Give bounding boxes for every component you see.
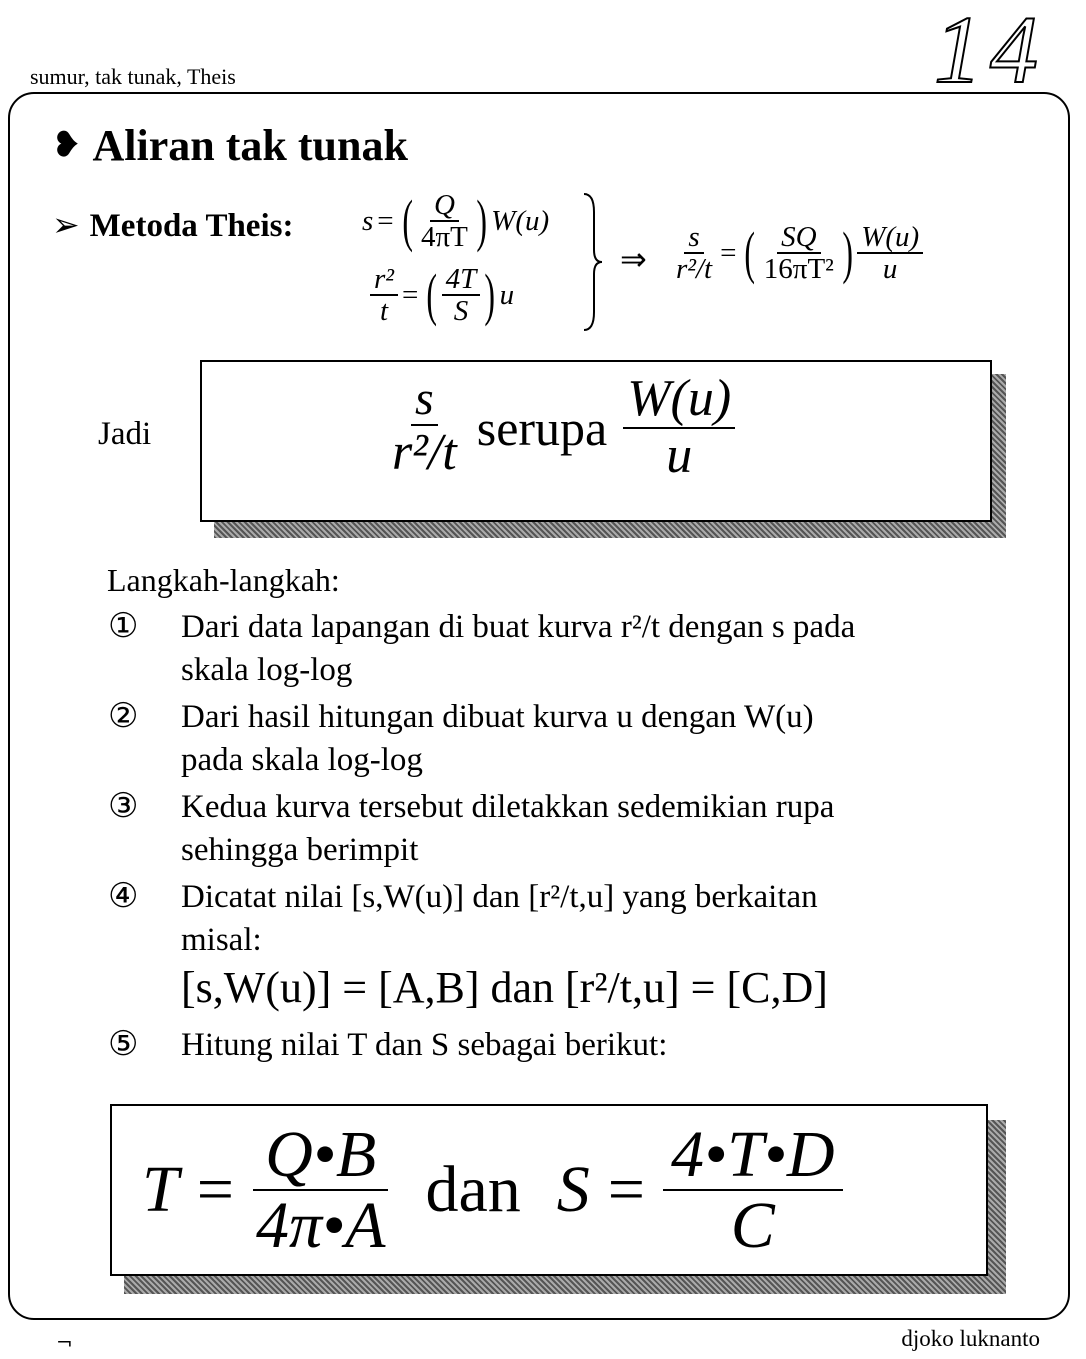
eq-symbol: s xyxy=(411,374,438,426)
step-line: sehingga berimpit xyxy=(181,832,419,868)
step-number: ④ xyxy=(108,876,139,916)
step-line: Hitung nilai T dan S sebagai berikut: xyxy=(181,1027,668,1063)
example-equation: [s,W(u)] = [A,B] dan [r²/t,u] = [C,D] xyxy=(181,963,828,1012)
step-text xyxy=(181,696,814,782)
author-footer: djoko luknanto xyxy=(901,1326,1040,1351)
fraction xyxy=(370,264,398,327)
eq-symbol: r²/t xyxy=(676,253,713,286)
eq-symbol: s xyxy=(684,222,703,254)
arrow-bullet-icon: ➢ xyxy=(52,208,80,244)
dan-word: dan xyxy=(425,1153,521,1227)
eq-symbol: = xyxy=(720,236,737,269)
similarity-equation xyxy=(388,372,735,483)
step-line: skala log-log xyxy=(181,652,353,688)
fraction xyxy=(663,1120,843,1261)
eq-symbol: W(u) xyxy=(491,204,550,237)
eq-symbol: r² xyxy=(370,264,398,296)
eq-symbol: 4•T•D xyxy=(663,1120,843,1191)
method-heading xyxy=(52,205,293,245)
implies-arrow: ⇒ xyxy=(620,241,647,277)
eq-symbol: 4π•A xyxy=(255,1189,386,1263)
eq-symbol: t xyxy=(379,295,389,328)
fraction xyxy=(760,222,838,285)
step-line: misal: xyxy=(181,922,262,958)
eq-symbol: 4πT xyxy=(420,221,468,254)
page-number: 14 xyxy=(934,0,1046,103)
step-number: ② xyxy=(108,696,139,736)
eq-symbol: S xyxy=(556,1153,590,1227)
eq-symbol: = xyxy=(377,204,394,237)
section-title-text: Aliran tak tunak xyxy=(92,121,408,170)
fraction xyxy=(252,1120,390,1261)
step-text xyxy=(181,876,818,962)
step-line: Dari data lapangan di buat kurva r²/t dengan s pada xyxy=(181,609,856,645)
step-number: ① xyxy=(108,606,139,646)
eq-symbol: s xyxy=(362,204,374,237)
step-line: Dicatat nilai [s,W(u)] dan [r²/t,u] yang berkaitan xyxy=(181,879,818,915)
fraction xyxy=(442,264,481,327)
eq-symbol: r²/t xyxy=(392,424,457,482)
bullet-icon: ❥ xyxy=(52,127,81,164)
fraction xyxy=(623,372,735,483)
method-heading-text: Metoda Theis: xyxy=(89,208,294,244)
eq-symbol: u xyxy=(882,253,898,286)
eq-symbol: W(u) xyxy=(623,372,735,429)
eq-symbol: S xyxy=(453,295,469,328)
step-number: ③ xyxy=(108,786,139,826)
step-text xyxy=(181,606,855,692)
eq-symbol: = xyxy=(401,278,419,311)
jadi-label: Jadi xyxy=(98,416,152,452)
fraction xyxy=(388,374,461,481)
eq-symbol: Q xyxy=(430,190,459,222)
theis-eq-2: $\frac{\text{r²}}{t}$ = ( $\frac{4T}{S}$ ) u xyxy=(370,264,514,327)
result-equation xyxy=(142,1120,843,1261)
eq-symbol: W(u) xyxy=(857,222,923,254)
eq-symbol: = xyxy=(196,1153,234,1227)
step-line: Kedua kurva tersebut diletakkan sedemikian rupa xyxy=(181,789,835,825)
eq-symbol: 16πT² xyxy=(763,253,834,286)
steps-heading: Langkah-langkah: xyxy=(107,562,340,598)
eq-symbol: Q•B xyxy=(253,1120,388,1191)
eq-symbol: 4T xyxy=(442,264,481,296)
eq-symbol: C xyxy=(730,1189,775,1263)
eq-symbol: u xyxy=(666,426,693,484)
step-text xyxy=(181,1024,667,1067)
corner-mark: ¬ xyxy=(56,1330,73,1354)
fraction xyxy=(417,190,472,253)
step-line: Dari hasil hitungan dibuat kurva u dengan W(u) xyxy=(181,699,814,735)
theis-eq-1: s = ( $\frac{Q}{4\pi T}$ ) W(u) xyxy=(362,188,550,254)
curly-brace-icon xyxy=(580,192,606,332)
header-topic: sumur, tak tunak, Theis xyxy=(30,64,236,89)
eq-symbol: u xyxy=(499,278,515,311)
section-title xyxy=(52,120,408,171)
eq-symbol: SQ xyxy=(777,222,820,254)
step-number: ⑤ xyxy=(108,1024,139,1064)
step-line: pada skala log-log xyxy=(181,742,423,778)
theis-eq-combined: $\frac{s}{\text{r²/t}}$ = ( $\frac{SQ}{\text{16πT²}}$ ) $\frac{W(u)}{u}$ xyxy=(672,222,923,285)
similarity-box xyxy=(200,360,992,522)
step-text xyxy=(181,786,834,872)
fraction xyxy=(857,222,923,285)
fraction xyxy=(672,222,716,285)
eq-symbol: = xyxy=(607,1153,645,1227)
serupa-word: serupa xyxy=(476,399,608,456)
eq-symbol: T xyxy=(142,1153,179,1227)
result-box xyxy=(110,1104,988,1276)
